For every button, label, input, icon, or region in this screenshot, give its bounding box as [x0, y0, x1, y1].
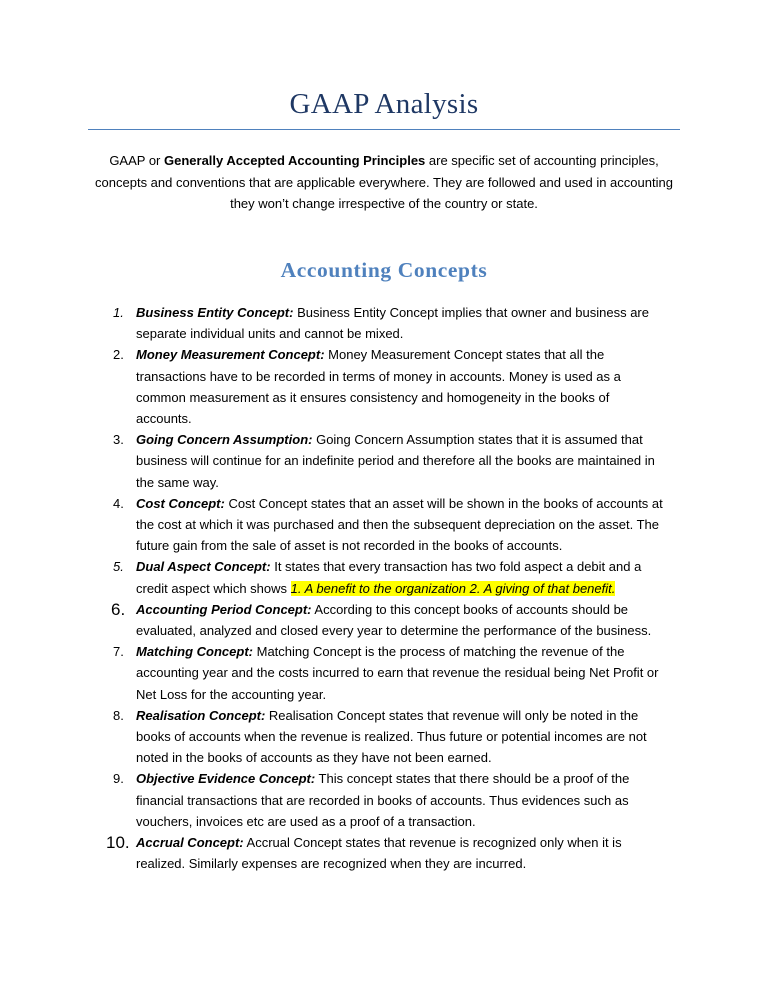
list-item [0, 641, 668, 705]
concepts-list [0, 302, 768, 874]
list-number: 5. [113, 559, 124, 575]
concept-text: Realisation Concept states that revenue will only be noted in the books of accounts when the revenue is realized. Thus future or potential incomes are not noted in the books of accounts as they have not been earned. [136, 707, 647, 766]
list-number: 1. [113, 305, 124, 320]
intro-bold-term: Generally Accepted Accounting Principles [164, 153, 426, 168]
list-number: 9. [113, 771, 124, 787]
concept-term: Business Entity Concept: [136, 305, 294, 320]
list-number: 10. [106, 833, 130, 853]
list-number: 8. [113, 707, 124, 723]
concept-text: It states that every transaction has two fold aspect a debit and a credit aspect which shows [136, 559, 642, 596]
concept-text: Matching Concept is the process of matching the revenue of the accounting year and the costs incurred to earn that revenue the residual being Net Profit or Net Loss for the accounting year. [136, 644, 659, 702]
list-item [0, 344, 668, 429]
concept-term: Going Concern Assumption: [136, 432, 313, 448]
concept-term: Accrual Concept: [136, 835, 244, 851]
concept-text: Business Entity Concept implies that owner and business are separate individual units and cannot be mixed. [136, 305, 649, 342]
list-item [0, 599, 668, 641]
title-underline [88, 129, 680, 130]
list-number: 4. [113, 495, 124, 511]
concept-text: Money Measurement Concept states that all the transactions have to be recorded in terms of money in accounts. Money is used as a common measurement as it ensures consistency and homogeneity in the books of accounts. [136, 347, 621, 427]
list-item [0, 705, 668, 769]
list-item [0, 832, 668, 874]
section-heading: Accounting Concepts [280, 258, 488, 282]
list-item [0, 556, 668, 598]
concept-term: Cost Concept: [136, 495, 225, 511]
concept-text: Accrual Concept states that revenue is recognized only when it is realized. Similarly expenses are recognized when they are incurred. [136, 835, 622, 872]
concept-term: Accounting Period Concept: [136, 601, 312, 617]
list-number: 3. [113, 432, 124, 448]
concept-term: Money Measurement Concept: [136, 347, 325, 363]
intro-suffix: are specific set of accounting principles, concepts and conventions that are applicable everywhere. They are followed and used in accounting they won’t change irrespective of the country or state. [95, 153, 673, 211]
concept-term: Dual Aspect Concept: [136, 559, 271, 575]
list-item [0, 768, 668, 832]
page-title: GAAP Analysis [289, 88, 479, 120]
list-number: 7. [113, 644, 124, 660]
list-item [0, 493, 668, 557]
intro-prefix: GAAP or [109, 153, 164, 168]
intro-paragraph [90, 150, 678, 215]
concept-text: According to this concept books of accounts should be evaluated, analyzed and closed every year to determine the performance of the business. [136, 601, 652, 639]
concept-term: Realisation Concept: [136, 707, 266, 723]
concept-term: Matching Concept: [136, 644, 253, 660]
highlighted-text: 1. A benefit to the organization 2. A giving of that benefit. [290, 580, 616, 596]
concept-text: This concept states that there should be a proof of the financial transactions that are recorded in books of accounts. Thus evidences such as vouchers, invoices etc are used as a proof of a transaction. [136, 771, 630, 829]
list-number: 2. [113, 347, 124, 363]
concept-term: Objective Evidence Concept: [136, 771, 316, 787]
list-number: 6. [111, 599, 126, 619]
list-item [0, 302, 668, 344]
concept-text: Cost Concept states that an asset will be shown in the books of accounts at the cost at which it was purchased and then the subsequent depreciation on the asset. The future gain from the sale of asset is not recorded in the books of accounts. [136, 495, 663, 554]
concept-text: Going Concern Assumption states that it is assumed that business will continue for an indefinite period and therefore all the books are maintained in the same way. [136, 432, 655, 490]
list-item [0, 429, 668, 493]
